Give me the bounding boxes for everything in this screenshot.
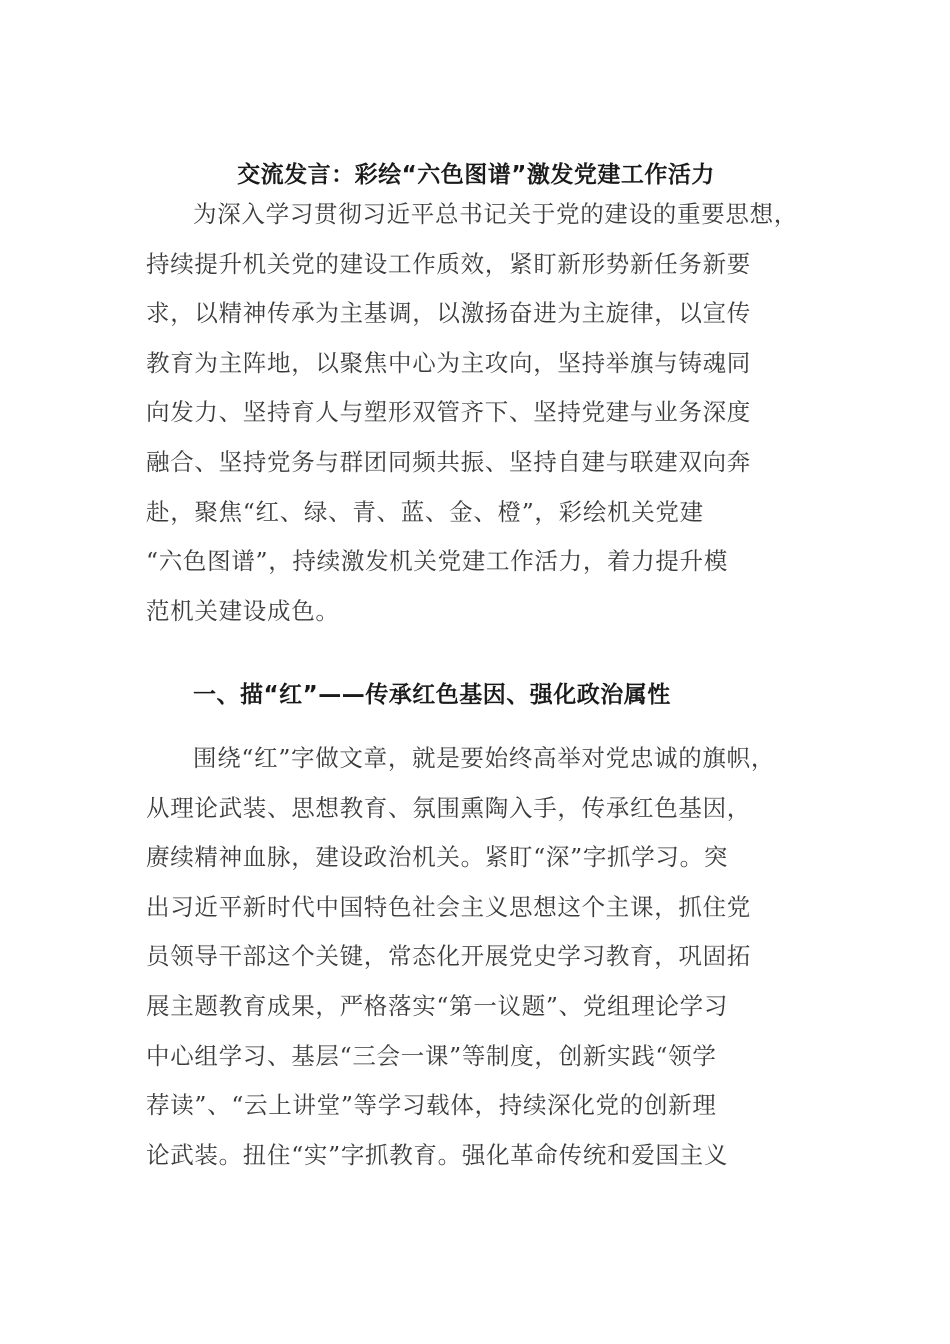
paragraph-line: 员领导干部这个关键，常态化开展党史学习教育，巩固拓 <box>146 942 751 971</box>
section-paragraph <box>146 734 811 1180</box>
paragraph-line: 出习近平新时代中国特色社会主义思想这个主课，抓住党 <box>146 892 751 921</box>
paragraph-line: 持续提升机关党的建设工作质效，紧盯新形势新任务新要 <box>146 249 751 278</box>
paragraph-line: 论武装。扭住“实”字抓教育。强化革命传统和爱国主义 <box>146 1140 729 1169</box>
paragraph-line: 赓续精神血脉，建设政治机关。紧盯“深”字抓学习。突 <box>146 843 729 872</box>
paragraph-line: 中心组学习、基层“三会一课”等制度，创新实践“领学 <box>146 1041 717 1070</box>
paragraph-line: 荐读”、“云上讲堂”等学习载体，持续深化党的创新理 <box>146 1091 717 1120</box>
paragraph-line: 赴，聚焦“红、绿、青、蓝、金、橙”，彩绘机关党建 <box>146 497 704 526</box>
paragraph-line: 范机关建设成色。 <box>146 596 340 625</box>
paragraph-line: 展主题教育成果，严格落实“第一议题”、党组理论学习 <box>146 991 729 1020</box>
paragraph-line: 为深入学习贯彻习近平总书记关于党的建设的重要思想， <box>193 200 798 228</box>
paragraph-line: 围绕“红”字做文章，就是要始终高举对党忠诚的旗帜， <box>193 744 776 772</box>
intro-paragraph <box>146 190 811 636</box>
paragraph-line: 教育为主阵地，以聚焦中心为主攻向，坚持举旗与铸魂同 <box>146 348 751 377</box>
document-title: 交流发言：彩绘“六色图谱”激发党建工作活力 <box>237 162 715 188</box>
paragraph-line: “六色图谱”，持续激发机关党建工作活力，着力提升模 <box>146 547 729 576</box>
paragraph-line: 向发力、坚持育人与塑形双管齐下、坚持党建与业务深度 <box>146 398 751 427</box>
section-heading: 一、描“红”——传承红色基因、强化政治属性 <box>193 682 671 708</box>
paragraph-line: 融合、坚持党务与群团同频共振、坚持自建与联建双向奔 <box>146 447 751 476</box>
paragraph-line: 从理论武装、思想教育、氛围熏陶入手，传承红色基因， <box>146 793 751 822</box>
paragraph-line: 求，以精神传承为主基调，以激扬奋进为主旋律，以宣传 <box>146 299 751 328</box>
